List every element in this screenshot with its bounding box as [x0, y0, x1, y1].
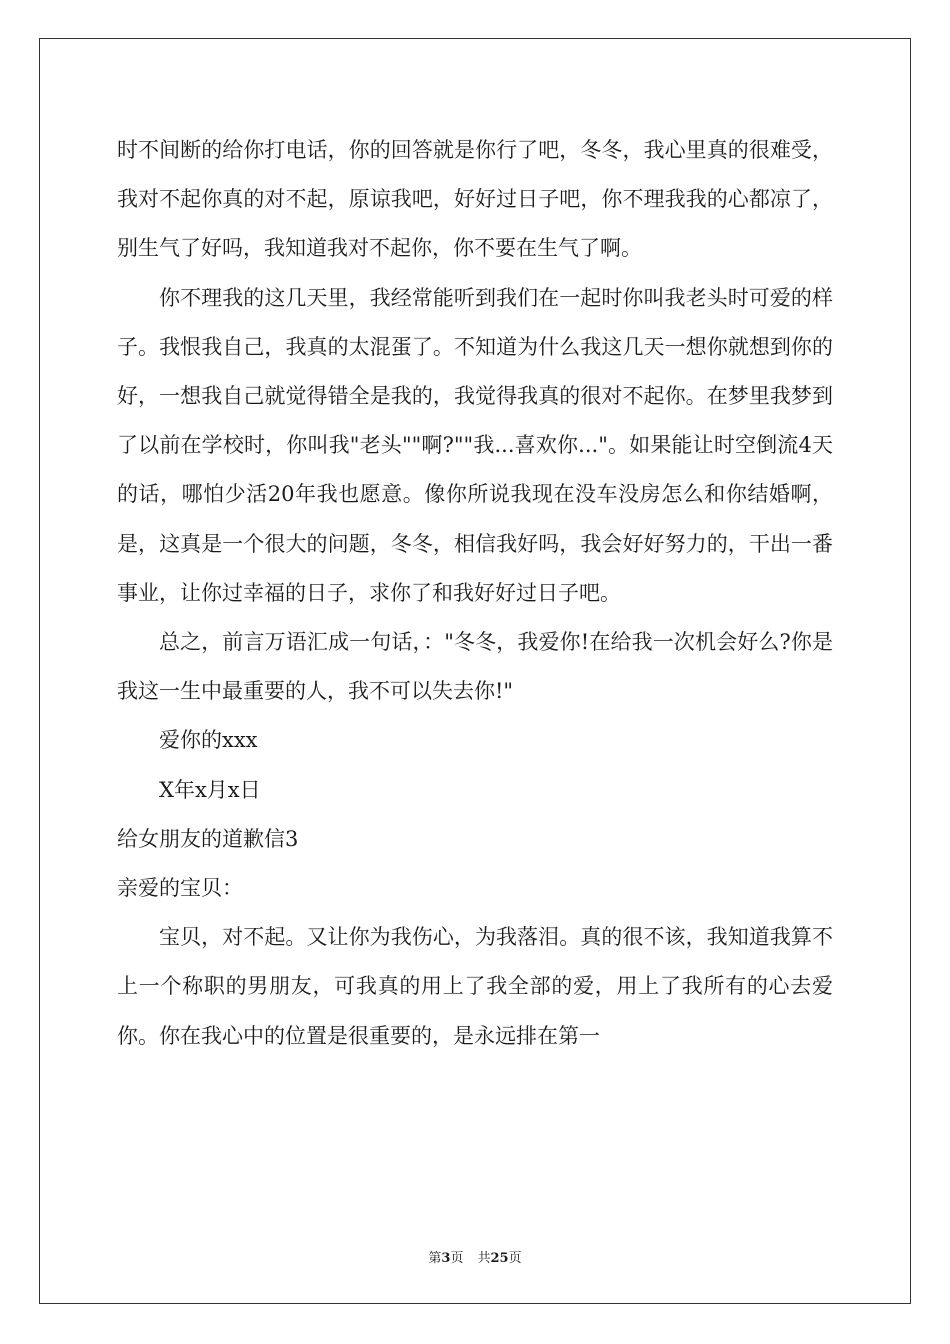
salutation: 亲爱的宝贝：: [117, 876, 243, 901]
section-heading: 给女朋友的道歉信3: [117, 826, 299, 851]
date-line: X年x月x日: [159, 777, 261, 802]
total-suffix: 页: [508, 1251, 522, 1266]
total-prefix: 共: [477, 1251, 491, 1266]
paragraph-4: 宝贝，对不起。又让你为我伤心，为我落泪。真的很不该，我知道我算不上一个称职的男朋友，可我真的用上了我全部的爱，用上了我所有的心去爱你。你在我心中的位置是很重要的，是永远排在第一: [117, 925, 833, 1048]
page-current: 3: [441, 1251, 451, 1266]
page-prefix: 第: [428, 1251, 442, 1266]
page-footer: [0, 1247, 950, 1266]
signature-line: 爱你的xxx: [159, 728, 258, 753]
paragraph-1: 时不间断的给你打电话，你的回答就是你行了吧，冬冬，我心里真的很难受，我对不起你真的对不起，原谅我吧，好好过日子吧，你不理我我的心都凉了，别生气了好吗，我知道我对不起你，你不要在生气了啊。: [117, 138, 833, 261]
page-total: 25: [490, 1251, 509, 1266]
page-suffix: 页: [450, 1251, 464, 1266]
paragraph-2: 你不理我的这几天里，我经常能听到我们在一起时你叫我老头时可爱的样子。我恨我自己，我真的太混蛋了。不知道为什么我这几天一想你就想到你的好，一想我自己就觉得错全是我的，我觉得我真的很对不起你。在梦里我梦到了以前在学校时，你叫我"老头""啊?""我...喜欢你..."。如果能让时空倒流4天的话，哪怕少活20年我也愿意。像你所说我现在没车没房怎么和你结婚啊，是，这真是一个很大的问题，冬冬，相信我好吗，我会好好努力的，干出一番事业，让你过幸福的日子，求你了和我好好过日子吧。: [117, 285, 833, 605]
paragraph-3: 总之，前言万语汇成一句话，："冬冬，我爱你!在给我一次机会好么?你是我这一生中最重要的人，我不可以失去你!": [117, 630, 833, 704]
document-body: [117, 126, 833, 1061]
